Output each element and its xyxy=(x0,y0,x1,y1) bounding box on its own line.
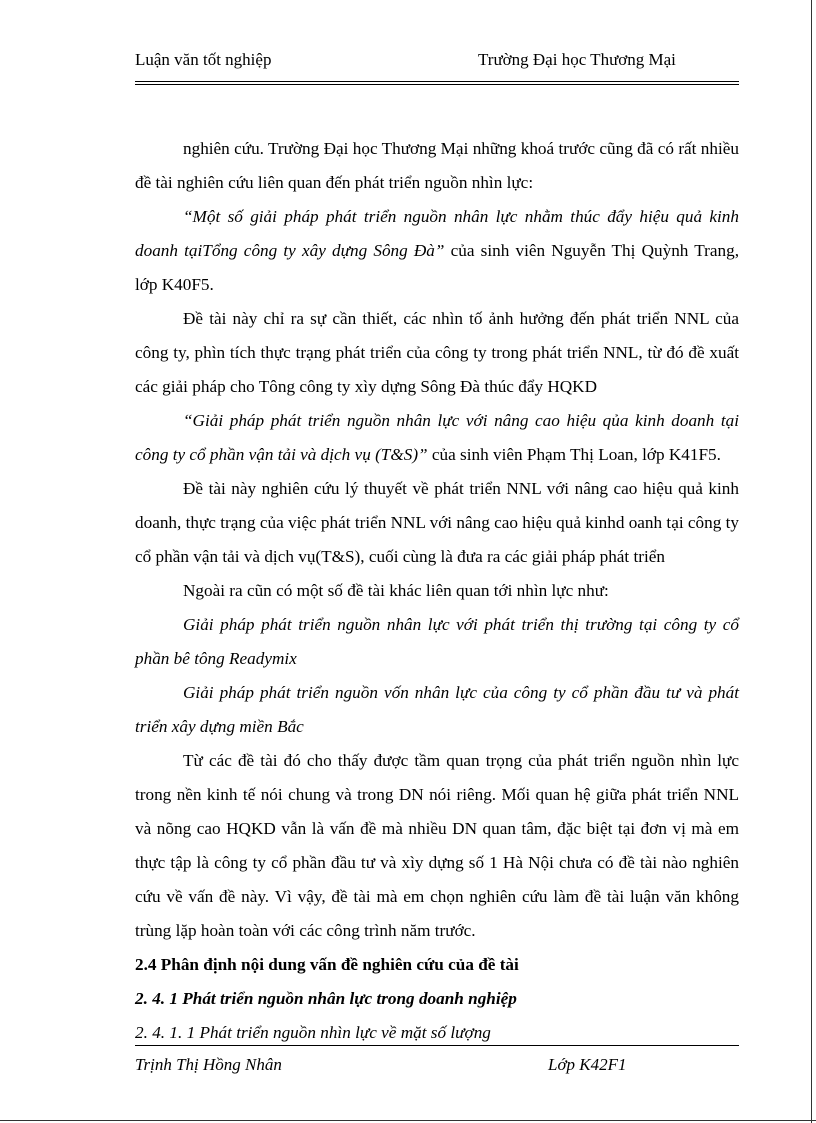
footer-class: Lớp K42F1 xyxy=(548,1055,627,1074)
paragraph-9 xyxy=(135,744,739,948)
paragraph-7 xyxy=(135,608,739,676)
page-edge-bottom xyxy=(0,1120,816,1121)
header-rule xyxy=(135,81,739,82)
page-edge-right xyxy=(811,0,812,1123)
paragraph-3 xyxy=(135,302,739,404)
header-left: Luận văn tốt nghiệp xyxy=(135,50,272,69)
document-body xyxy=(135,132,739,1050)
paragraph-2 xyxy=(135,200,739,302)
paragraph-run: nghiên cứu. Trường Đại học Thương Mại những khoá trước cũng đã có rất nhiều đề tài nghiên cứu liên quan đến phát triển nguồn nhìn lực: xyxy=(135,139,739,192)
heading-2-4-1: 2. 4. 1 Phát triển nguồn nhân lực trong doanh nghiệp xyxy=(135,989,517,1008)
paragraph-run: của sinh viên Phạm Thị Loan, lớp K41F5. xyxy=(427,445,721,464)
paragraph-8 xyxy=(135,676,739,744)
paragraph-run: “Một số giải pháp phát triển nguồn nhân lực nhằm thúc đẩy hiệu quả kinh doanh tạiTổng công ty xây dựng Sông Đà” xyxy=(135,207,739,260)
paragraph-4 xyxy=(135,404,739,472)
footer-author: Trịnh Thị Hồng Nhân xyxy=(135,1055,282,1074)
paragraph-run: Đề tài này chỉ ra sự cần thiết, các nhìn tố ảnh hưởng đến phát triển NNL của công ty, phìn tích thực trạng phát triển của công ty trong phát triển NNL, từ đó đề xuất các giải pháp cho Tông công ty xìy dựng Sông Đà thúc đẩy HQKD xyxy=(135,309,739,396)
paragraph-run: Giải pháp phát triển nguồn vốn nhân lực của công ty cổ phần đầu tư và phát triển xây dựng miền Bắc xyxy=(135,683,739,736)
heading-2-4-1-1: 2. 4. 1. 1 Phát triển nguồn nhìn lực về mặt số lượng xyxy=(135,1023,491,1042)
paragraph-5 xyxy=(135,472,739,574)
paragraph-run: Từ các đề tài đó cho thấy được tầm quan trọng của phát triển nguồn nhìn lực trong nền kinh tế nói chung và trong DN nói riêng. Mối quan hệ giữa phát triển NNL và nõng cao HQKD vẫn là vấn đề mà nhiều DN quan tâm, đặc biệt tại đơn vị mà em thực tập là công ty cổ phần đầu tư và xìy dựng số 1 Hà Nội chưa có đề tài nào nghiên cứu về vấn đề này. Vì vậy, đề tài mà em chọn nghiên cứu làm đề tài luận văn không trùng lặp hoàn toàn với các công trình năm trước. xyxy=(135,751,739,940)
paragraph-run: của sinh viên Nguyễn Thị Quỳnh Trang, lớp K40F5. xyxy=(135,241,739,294)
footer-rule xyxy=(135,1045,739,1046)
heading-2-4: 2.4 Phân định nội dung vấn đề nghiên cứu của đề tài xyxy=(135,955,519,974)
paragraph-run: Ngoài ra cũn có một số đề tài khác liên quan tới nhìn lực như: xyxy=(183,581,609,600)
header-rule-double xyxy=(135,84,739,85)
paragraph-run: Đề tài này nghiên cứu lý thuyết về phát triển NNL với nâng cao hiệu quả kinh doanh, thực trạng của việc phát triển NNL với nâng cao hiệu quả kinhd oanh tại công ty cổ phần vận tải và dịch vụ(T&S), cuối cùng là đưa ra các giải pháp phát triển xyxy=(135,479,739,566)
header-right: Trường Đại học Thương Mại xyxy=(478,50,676,69)
paragraph-run: Giải pháp phát triển nguồn nhân lực với phát triển thị trường tại công ty cổ phần bê tông Readymix xyxy=(135,615,739,668)
paragraph-6 xyxy=(135,574,739,608)
paragraph-run: “Giải pháp phát triển nguồn nhân lực với nâng cao hiệu qủa kinh doanh tại công ty cổ phần vận tải và dịch vụ (T&S)” xyxy=(135,411,739,464)
paragraph-1 xyxy=(135,132,739,200)
